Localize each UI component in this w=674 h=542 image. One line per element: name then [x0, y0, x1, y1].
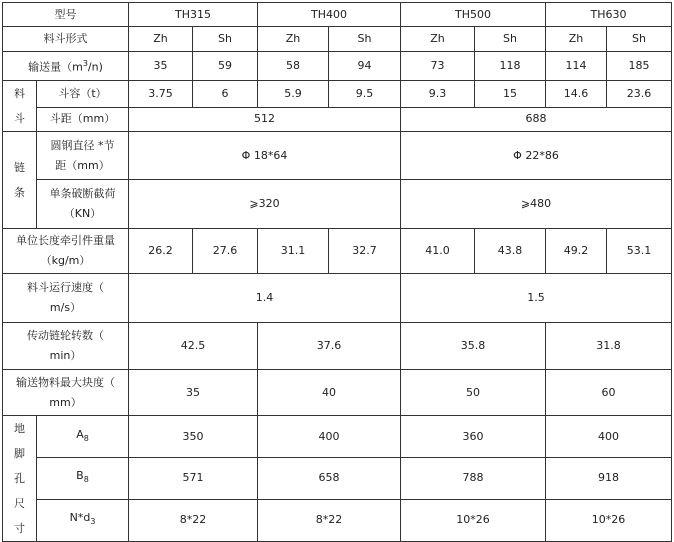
- model-cell: TH400: [258, 3, 401, 27]
- weight-cell: 31.1: [258, 229, 329, 274]
- weight-cell: 32.7: [329, 229, 401, 274]
- foot-row-label: [37, 499, 129, 541]
- speed-label-line2: m/s）: [49, 301, 82, 314]
- chain-diameter-row: [3, 132, 672, 180]
- lump-label-line2: mm）: [49, 395, 82, 409]
- rpm-label-line1: 传动链轮转数（: [27, 329, 104, 342]
- capacity-cell: 94: [329, 52, 401, 81]
- hopper-pitch-row: [3, 107, 672, 131]
- hopper-volume-cell: 23.6: [607, 81, 672, 108]
- foot-cell: 788: [401, 458, 546, 499]
- hopper-type-row: [3, 27, 672, 52]
- weight-cell: 53.1: [607, 229, 672, 274]
- foot-cell: 8*22: [129, 499, 258, 541]
- speed-label: [3, 274, 129, 323]
- hopper-volume-cell: 15: [475, 81, 546, 108]
- speed-cell: 1.4: [129, 274, 401, 323]
- rpm-cell: 42.5: [129, 323, 258, 370]
- chain-diameter-label-line1: 圆钢直径 *节: [50, 138, 115, 152]
- rpm-label: [3, 323, 129, 370]
- foot-row-label-text: N*d: [69, 511, 91, 525]
- model-cell: TH315: [129, 3, 258, 27]
- foot-a-row: [3, 416, 672, 458]
- weight-label: [3, 229, 129, 274]
- chain-diameter-cell: Φ 18*64: [129, 132, 401, 180]
- lump-cell: 35: [129, 370, 258, 416]
- chain-group-char: 链: [14, 161, 25, 174]
- lump-row: [3, 370, 672, 416]
- foot-cell: 400: [546, 416, 672, 458]
- foot-row-label: [37, 416, 129, 458]
- capacity-row: [3, 52, 672, 81]
- rpm-label-line2: min）: [49, 349, 82, 362]
- weight-cell: 49.2: [546, 229, 607, 274]
- rpm-cell: 31.8: [546, 323, 672, 370]
- hopper-type-cell: Zh: [546, 27, 607, 52]
- hopper-volume-cell: 9.5: [329, 81, 401, 108]
- foot-row-label: [37, 458, 129, 499]
- capacity-label-sup: 3: [82, 59, 88, 69]
- hopper-type-cell: Sh: [193, 27, 258, 52]
- foot-row-label-sub: 8: [83, 433, 89, 443]
- foot-cell: 918: [546, 458, 672, 499]
- hopper-type-cell: Zh: [258, 27, 329, 52]
- capacity-cell: 59: [193, 52, 258, 81]
- chain-diameter-label-line2: 距（mm）: [55, 158, 110, 172]
- foot-group-label: [3, 416, 37, 542]
- hopper-volume-label: 斗容（t）: [37, 81, 129, 108]
- speed-cell: 1.5: [401, 274, 672, 323]
- lump-label-line1: 输送物料最大块度（: [16, 375, 115, 389]
- foot-nd-row: [3, 499, 672, 541]
- foot-group-char: 脚: [14, 447, 25, 460]
- capacity-label-prefix: 输送量（m: [28, 60, 83, 74]
- hopper-volume-row: [3, 81, 672, 108]
- hopper-group-char: 斗: [14, 112, 25, 125]
- weight-cell: 43.8: [475, 229, 546, 274]
- foot-cell: 10*26: [546, 499, 672, 541]
- speed-label-line1: 料斗运行速度（: [27, 281, 104, 294]
- spec-table: [2, 2, 672, 542]
- capacity-cell: 114: [546, 52, 607, 81]
- hopper-type-label: 料斗形式: [3, 27, 129, 52]
- capacity-cell: 35: [129, 52, 193, 81]
- model-cell: TH500: [401, 3, 546, 27]
- capacity-cell: 58: [258, 52, 329, 81]
- weight-cell: 26.2: [129, 229, 193, 274]
- hopper-volume-cell: 5.9: [258, 81, 329, 108]
- foot-group-char: 尺: [14, 497, 25, 510]
- foot-cell: 10*26: [401, 499, 546, 541]
- chain-diameter-label: [37, 132, 129, 180]
- foot-b-row: [3, 458, 672, 499]
- chain-diameter-cell: Φ 22*86: [401, 132, 672, 180]
- foot-row-label-sub: 3: [90, 517, 96, 527]
- hopper-type-cell: Sh: [607, 27, 672, 52]
- lump-cell: 60: [546, 370, 672, 416]
- hopper-type-cell: Zh: [129, 27, 193, 52]
- chain-breaking-cell: ⩾480: [401, 180, 672, 229]
- foot-cell: 400: [258, 416, 401, 458]
- lump-cell: 50: [401, 370, 546, 416]
- capacity-cell: 73: [401, 52, 475, 81]
- capacity-label: [3, 52, 129, 81]
- foot-row-label-text: A: [76, 427, 84, 441]
- chain-group-char: 条: [14, 186, 25, 199]
- foot-row-label-text: B: [76, 469, 84, 483]
- hopper-group-label: [3, 81, 37, 132]
- foot-cell: 571: [129, 458, 258, 499]
- rpm-row: [3, 323, 672, 370]
- chain-breaking-label-line1: 单条破断截荷: [49, 187, 116, 200]
- foot-row-label-sub: 8: [83, 475, 89, 485]
- hopper-type-cell: Zh: [401, 27, 475, 52]
- chain-breaking-label-line2: （KN）: [63, 207, 102, 220]
- hopper-pitch-label: 斗距（mm）: [37, 107, 129, 131]
- weight-cell: 41.0: [401, 229, 475, 274]
- hopper-volume-cell: 14.6: [546, 81, 607, 108]
- foot-group-char: 孔: [14, 472, 25, 485]
- capacity-label-suffix: /n): [87, 60, 103, 74]
- chain-breaking-cell: ⩾320: [129, 180, 401, 229]
- hopper-type-cell: Sh: [329, 27, 401, 52]
- hopper-pitch-cell: 512: [129, 107, 401, 131]
- hopper-volume-cell: 3.75: [129, 81, 193, 108]
- foot-group-char: 地: [14, 422, 25, 435]
- hopper-pitch-cell: 688: [401, 107, 672, 131]
- weight-row: [3, 229, 672, 274]
- weight-label-line1: 单位长度牵引件重量: [16, 234, 115, 247]
- foot-cell: 8*22: [258, 499, 401, 541]
- chain-breaking-row: [3, 180, 672, 229]
- hopper-group-char: 料: [14, 87, 25, 100]
- model-label: 型号: [3, 3, 129, 27]
- foot-cell: 658: [258, 458, 401, 499]
- chain-breaking-label: [37, 180, 129, 229]
- hopper-volume-cell: 9.3: [401, 81, 475, 108]
- weight-cell: 27.6: [193, 229, 258, 274]
- weight-label-line2: （kg/m）: [40, 254, 91, 267]
- rpm-cell: 37.6: [258, 323, 401, 370]
- model-row: [3, 3, 672, 27]
- lump-label: [3, 370, 129, 416]
- chain-group-label: [3, 132, 37, 229]
- lump-cell: 40: [258, 370, 401, 416]
- model-cell: TH630: [546, 3, 672, 27]
- capacity-cell: 185: [607, 52, 672, 81]
- foot-group-char: 寸: [14, 522, 25, 535]
- foot-cell: 360: [401, 416, 546, 458]
- hopper-type-cell: Sh: [475, 27, 546, 52]
- hopper-volume-cell: 6: [193, 81, 258, 108]
- rpm-cell: 35.8: [401, 323, 546, 370]
- speed-row: [3, 274, 672, 323]
- foot-cell: 350: [129, 416, 258, 458]
- capacity-cell: 118: [475, 52, 546, 81]
